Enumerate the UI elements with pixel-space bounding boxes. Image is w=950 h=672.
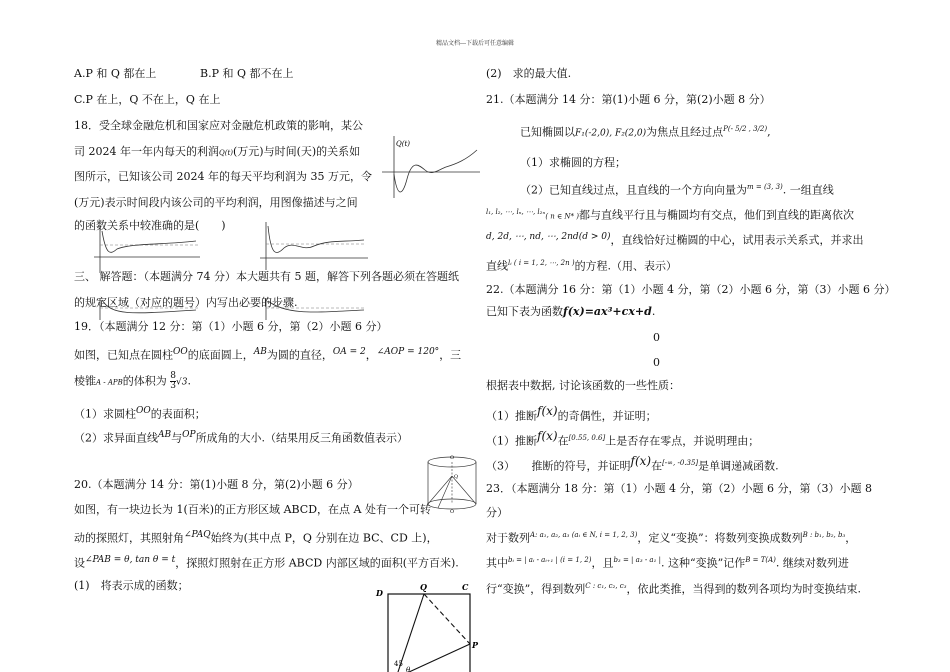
q20-text-b: 始终为(其中点 P，Q 分别在边 BC、CD 上)， — [210, 531, 438, 545]
q18-line5: 的函数关系中较准确的是( ) — [74, 219, 226, 232]
option-b: B.P 和 Q 都不在上 — [200, 67, 294, 80]
q22-text-b: . — [651, 305, 656, 318]
q21-nset: ( n ∈ N* ) — [545, 212, 579, 221]
q19-line3 — [74, 372, 191, 391]
cylinder-label-mid: Q — [454, 474, 459, 480]
option-c: C.P 在上，Q 不在上，Q 在上 — [74, 93, 221, 106]
q18-line1: 18．受全球金融危机和国家应对金融危机政策的影响，某公 — [74, 119, 363, 132]
q19-p2-b: 与 — [171, 431, 183, 445]
q23-text-i: ，依此类推，当得到的数列各项均为时变换结束. — [626, 582, 861, 596]
q21-text-g: ，直线恰好过椭圆的中心，试用表示关系式，并求出 — [610, 233, 864, 247]
q19-text-e: ，三 — [439, 348, 462, 362]
q22-line2 — [486, 305, 655, 319]
q21-distances: d, 2d, ⋯, nd, ⋯, 2nd(d > 0) — [486, 232, 611, 242]
q21-text-c: , — [767, 125, 771, 139]
q22-p1-b: 的奇偶性，并证明； — [557, 409, 657, 423]
q18-line4: (万元)表示时间段内该公司的平均利润，用图像描述与之间 — [74, 196, 358, 209]
q22-text-a: 已知下表为函数 — [486, 305, 563, 318]
q22-function: f(x)=ax³+cx+d — [563, 305, 652, 318]
answer-graph-b — [258, 222, 370, 272]
q22-p3-b: 在 — [651, 459, 663, 473]
square-angle-theta: θ — [406, 666, 411, 672]
q23-text-e: ，且 — [591, 556, 614, 570]
q19-radical: √3 — [176, 377, 188, 388]
q22-part2 — [486, 429, 759, 449]
q23-text-g: . 继续对数列进 — [775, 556, 849, 570]
q23-b3: b₃ = | a₃ - a₁ | — [613, 556, 661, 564]
square-label-c: C — [462, 582, 469, 592]
q19-p2-a: （2）求异面直线 — [74, 431, 158, 445]
q18-line2 — [74, 145, 360, 160]
q19-numerator: 8 — [170, 371, 177, 381]
q23-text-c: ， — [845, 531, 857, 545]
q23-text-f: . 这种“变换”记作 — [661, 556, 746, 570]
q18-line3: 图所示，已知该公司 2024 年的每天平均利润为 35 万元，令 — [74, 170, 372, 183]
q22-interval-2: [-∞, -0.35] — [662, 459, 699, 467]
q20-line3 — [74, 528, 438, 546]
q19-part1 — [74, 404, 206, 422]
q19-ab-2: AB — [158, 430, 172, 440]
section3-line2: 的规定区域（对应的题号）内写出必要的步骤. — [74, 296, 298, 309]
table-value-zero-2: 0 — [653, 356, 660, 369]
q19-p2-c: 所成角的大小.（结果用反三角函数值表示） — [195, 431, 409, 445]
section3-line1: 三、 解答题：（本题满分 74 分）本大题共有 5 题，解答下列各题必须在答题纸 — [74, 270, 459, 283]
q22-p1-a: （1）推断 — [486, 409, 537, 423]
q18-fig-label: Q(t) — [396, 140, 411, 148]
q22-part1 — [486, 404, 657, 424]
q22-part3 — [486, 454, 779, 474]
q22-line1: 22.（本题满分 16 分：第（1）小题 4 分，第（2）小题 6 分，第（3）小题 6 分） — [486, 283, 896, 296]
q21-text-b: 为焦点且经过点 — [646, 125, 724, 139]
cylinder-label-top: O — [450, 455, 455, 461]
q23-line3 — [486, 528, 856, 546]
q22-line3: 根据表中数据, 讨论该函数的一些性质： — [486, 379, 680, 392]
q22-f-2: f(x) — [537, 429, 558, 443]
q21-text-d: （2）已知直线过点，且直线的一个方向向量为 — [520, 183, 747, 197]
q21-text-i: 的方程.（用、表示） — [574, 259, 678, 273]
q18-line2b: (万元)与时间(天)的关系如 — [233, 145, 361, 158]
q19-text-f: 棱锥 — [74, 374, 96, 388]
page-header: 精品文档---下载后可任意编辑 — [435, 40, 515, 47]
q20-part1: (1) 将表示成的函数； — [74, 579, 189, 592]
table-value-zero-1: 0 — [653, 331, 660, 344]
q23-seq-b: B : b₁, b₂, b₃ — [802, 531, 846, 539]
q20-paq: ∠PAQ — [184, 530, 211, 540]
q22-p3-a: （3） 推断的符号，并证明 — [486, 459, 631, 473]
q23-text-a: 对于数列 — [486, 531, 530, 545]
q23-text-b: ，定义“变换”：将数列变换成数列 — [637, 531, 803, 545]
q20-text-a: 动的探照灯，其照射角 — [74, 531, 184, 545]
q21-foci: F₁(-2,0), F₂(2,0) — [575, 128, 647, 139]
q22-p2-b: 在 — [557, 434, 569, 448]
q21-vector: m = (3, 3) — [747, 183, 783, 191]
q21-part2-line2 — [486, 205, 854, 224]
q21-text-e: . 一组直线 — [782, 183, 834, 197]
cylinder-label-bottom: O — [450, 509, 455, 514]
q23-line2: 分） — [486, 506, 508, 519]
q19-text-g: 的体积为 — [122, 374, 167, 388]
q23-line1: 23．（本题满分 18 分：第（1）小题 4 分，第（2）小题 6 分，第（3）小题 8 — [486, 482, 872, 495]
q21-line1: 21.（本题满分 14 分：第(1)小题 6 分，第(2)小题 8 分） — [486, 93, 771, 106]
q20-line4 — [74, 553, 459, 571]
q20-line1: 20.（本题满分 14 分：第(1)小题 8 分，第(2)小题 6 分） — [74, 478, 359, 491]
q20-text-c: 设 — [74, 556, 85, 570]
q22-interval-1: [0.55, 0.6] — [568, 434, 606, 442]
q23-bi: bᵢ = | aᵢ - aᵢ₊₁ | (i = 1, 2) — [508, 556, 592, 564]
q19-text-d: ， — [365, 348, 377, 362]
q22-f-1: f(x) — [537, 404, 558, 418]
q19-text-a: 如图，已知点在圆柱 — [74, 348, 173, 362]
q19-ab: AB — [253, 347, 267, 357]
square-label-p: P — [472, 640, 479, 650]
q22-f-3: f(x) — [630, 454, 652, 468]
q21-part2-line3 — [486, 230, 863, 248]
q21-text-f: 都与直线平行且与椭圆均有交点，他们到直线的距离依次 — [579, 208, 854, 222]
square-label-q: Q — [420, 582, 427, 592]
q20-text-d: ，探照灯照射在正方形 ABCD 内部区域的面积(平方百米). — [175, 556, 459, 570]
q23-line5 — [486, 579, 861, 597]
q19-apab: A - APB — [96, 378, 123, 387]
square-abcd-figure — [372, 580, 482, 672]
q19-text-b: 的底面圆上， — [187, 348, 254, 362]
q21-part1: （1）求椭圆的方程； — [520, 156, 626, 169]
q19-text-h: . — [187, 374, 191, 388]
q21-text-h: 直线 — [486, 259, 508, 273]
q22-p2-a: （1）推断 — [486, 434, 537, 448]
q20-pab: ∠PAB = θ, tan θ = t — [85, 555, 176, 565]
q21-point: P(- 5/2 , 3/2) — [723, 125, 768, 133]
q23-seq-a: A: a₁, a₂, a₃ (aᵢ ∈ N, i = 1, 2, 3) — [530, 531, 638, 539]
q22-p2-c: 上是否存在零点，并说明理由； — [605, 434, 760, 448]
q19-oo: OO — [173, 347, 188, 357]
q19-text-c: 为圆的直径， — [266, 348, 333, 362]
square-label-d: D — [376, 588, 383, 598]
q19-line2 — [74, 345, 461, 363]
square-angle-45: 45 — [394, 660, 403, 668]
q20-line2: 如图，有一块边长为 1(百米)的正方形区域 ABCD，在点 A 处有一个可转 — [74, 503, 431, 516]
profit-curve-figure — [380, 134, 482, 202]
q19-line1: 19．（本题满分 12 分：第（1）小题 6 分，第（2）小题 6 分） — [74, 320, 388, 333]
q19-oo-2: OO — [136, 406, 151, 416]
q18-line2a: 司 2024 年一年内每天的利润 — [74, 145, 219, 158]
answer-graph-a — [92, 225, 202, 275]
q19-oa: OA = 2 — [332, 347, 366, 357]
q20-part2: (2) 求的最大值. — [486, 67, 572, 80]
option-a: A.P 和 Q 都在上 — [74, 67, 157, 80]
q19-p1-a: （1）求圆柱 — [74, 407, 136, 421]
q23-text-d: 其中 — [486, 556, 508, 570]
q19-op: OP — [182, 430, 196, 440]
q19-part2 — [74, 428, 408, 446]
q23-bt: B = T(A) — [745, 556, 776, 564]
q23-seq-c: C : c₁, c₂, c₃ — [585, 582, 627, 590]
q19-angle: ∠AOP = 120° — [376, 347, 440, 357]
q21-text-a: 已知椭圆以 — [520, 125, 575, 139]
q21-li: lᵢ ( i = 1, 2, ⋯, 2n ) — [508, 259, 575, 267]
q21-part2-line1 — [520, 180, 834, 198]
q19-p1-b: 的表面积； — [150, 407, 206, 421]
q23-text-h: 行“变换”，得到数列 — [486, 582, 586, 596]
q18-qt: Q(t) — [219, 149, 234, 157]
q19-denominator: 3 — [170, 381, 177, 391]
q22-p3-c: 是单调递减函数. — [698, 459, 779, 473]
q21-lines: l₁, l₂, ⋯, lₙ, ⋯, l₂ₙ — [486, 208, 546, 216]
q21-part2-line4 — [486, 256, 677, 274]
q23-line4 — [486, 553, 849, 571]
q21-line2 — [520, 122, 771, 141]
